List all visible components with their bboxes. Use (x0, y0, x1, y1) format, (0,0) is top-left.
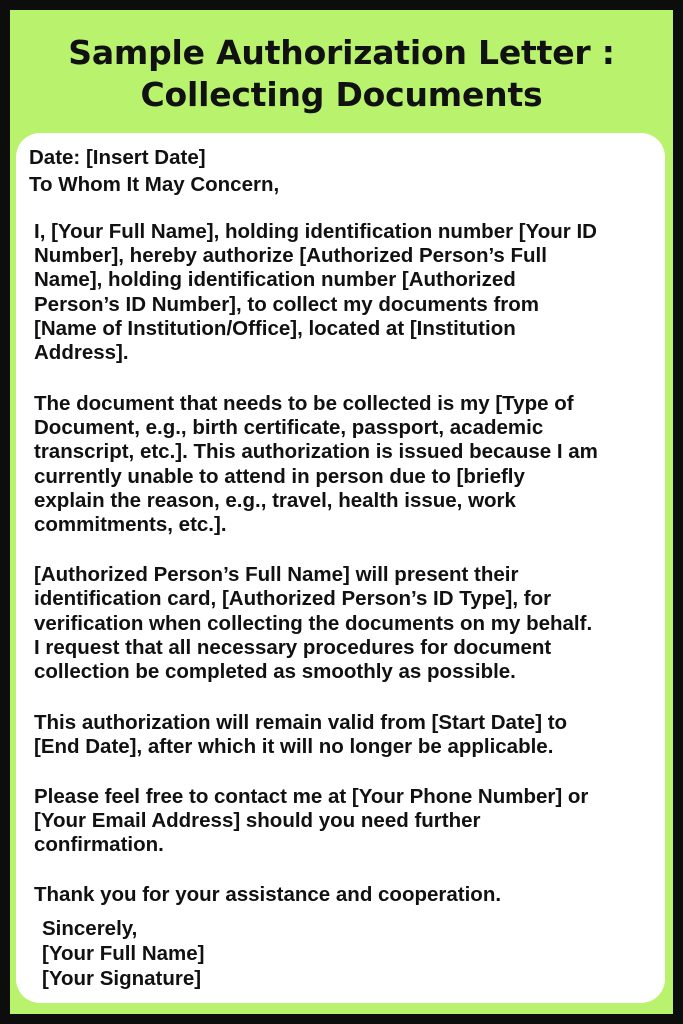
paragraph-4-line: This authorization will remain valid from [Start Date] to (34, 711, 568, 734)
paragraph-2-line: currently unable to attend in person due to [briefly (34, 465, 525, 488)
letter-signature: [Your Signature] (42, 967, 202, 990)
title-line-1: Sample Authorization Letter : (68, 33, 615, 72)
paragraph-3-line: collection be completed as smoothly as possible. (34, 660, 516, 683)
paragraph-3-line: identification card, [Authorized Person’s ID Type], for (34, 587, 552, 610)
letter-date: Date: [Insert Date] (29, 146, 206, 169)
paragraph-3-line: [Authorized Person’s Full Name] will present their (34, 563, 519, 586)
letter-thanks: Thank you for your assistance and cooperation. (34, 883, 502, 906)
paragraph-2-line: explain the reason, e.g., travel, health issue, work (34, 489, 516, 512)
letter-signer-name: [Your Full Name] (42, 942, 205, 965)
paragraph-2-line: Document, e.g., birth certificate, passport, academic (34, 416, 544, 439)
paragraph-1-line: I, [Your Full Name], holding identification number [Your ID (34, 220, 597, 243)
letter-card (16, 133, 665, 1003)
paragraph-2-line: commitments, etc.]. (34, 513, 227, 536)
paragraph-5-line: [Your Email Address] should you need further (34, 809, 481, 832)
letter-salutation: To Whom It May Concern, (29, 173, 280, 196)
paragraph-4-line: [End Date], after which it will no longer be applicable. (34, 735, 554, 758)
letter-closing: Sincerely, (42, 917, 138, 940)
letter-body (16, 133, 665, 1003)
paragraph-3-line: verification when collecting the documents on my behalf. (34, 612, 593, 635)
paragraph-1-line: Address]. (34, 341, 129, 364)
paragraph-2-line: The document that needs to be collected is my [Type of (34, 392, 574, 415)
paragraph-1-line: [Name of Institution/Office], located at [Institution (34, 317, 516, 340)
paragraph-1-line: Number], hereby authorize [Authorized Person’s Full (34, 244, 547, 267)
page-title (20, 32, 663, 116)
paragraph-3-line: I request that all necessary procedures for document (34, 636, 552, 659)
paragraph-5-line: confirmation. (34, 833, 164, 856)
paragraph-1-line: Name], holding identification number [Authorized (34, 268, 516, 291)
paragraph-1-line: Person’s ID Number], to collect my documents from (34, 293, 540, 316)
paragraph-2-line: transcript, etc.]. This authorization is issued because I am (34, 440, 598, 463)
paragraph-5-line: Please feel free to contact me at [Your Phone Number] or (34, 785, 589, 808)
title-line-2: Collecting Documents (140, 75, 543, 114)
